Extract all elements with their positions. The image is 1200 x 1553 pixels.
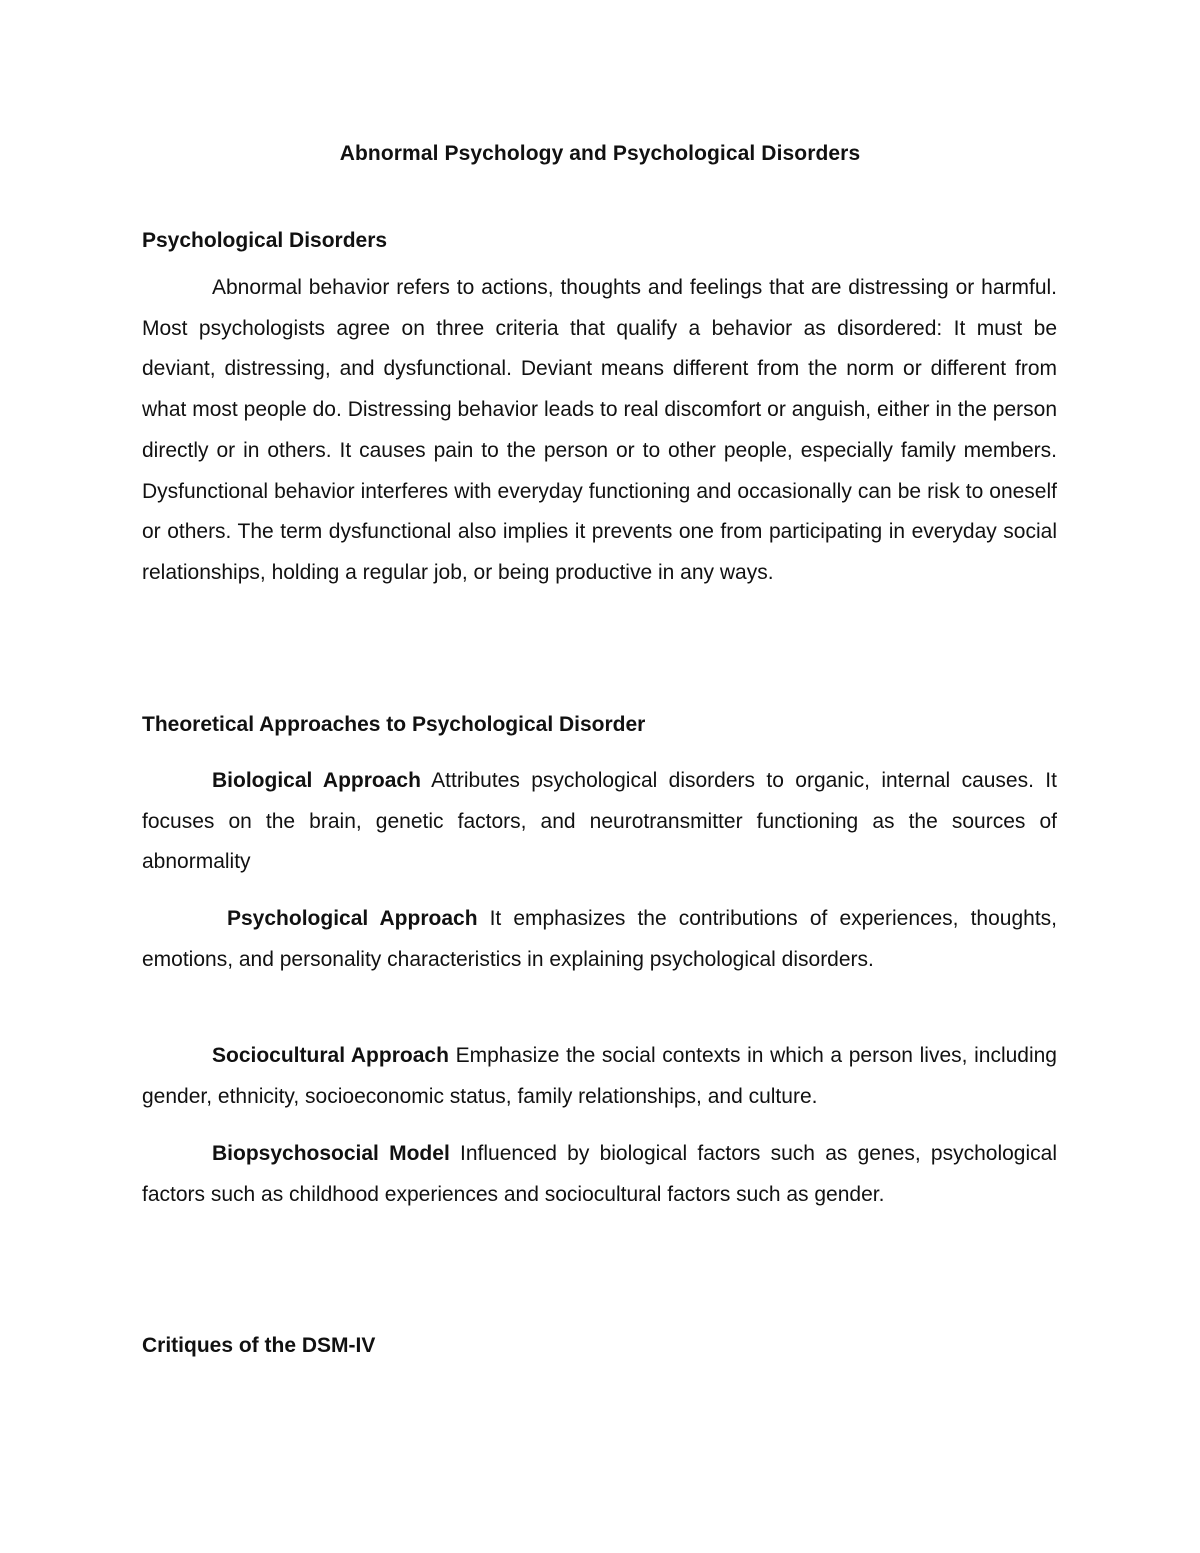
section-heading-theoretical-approaches: Theoretical Approaches to Psychological Disorder (142, 713, 646, 736)
paragraph-sociocultural-approach (142, 1036, 1057, 1117)
term-sociocultural-approach: Sociocultural Approach (212, 1044, 449, 1067)
paragraph-abnormal-behavior: Abnormal behavior refers to actions, thoughts and feelings that are distressing or harmful. Most psychologists agree on three criteria that qualify a behavior as disordered: It must be deviant, distressing, and dysfunctional. Deviant means different from the norm or different from what most people do. Distressing behavior leads to real discomfort or anguish, either in the person directly or in others. It causes pain to the person or to other people, especially family members. Dysfunctional behavior interferes with everyday functioning and occasionally can be risk to oneself or others. The term dysfunctional also implies it prevents one from participating in everyday social relationships, holding a regular job, or being productive in any ways. (142, 276, 1057, 584)
term-psychological-approach: Psychological Approach (227, 907, 478, 930)
section-heading-psychological-disorders: Psychological Disorders (142, 229, 388, 252)
term-biopsychosocial-model: Biopsychosocial Model (212, 1142, 450, 1165)
document-title: Abnormal Psychology and Psychological Disorders (339, 142, 861, 165)
paragraph-psychological-approach (142, 899, 1057, 980)
text-biopsychosocial-model: Influenced by biological factors such as genes, psychological factors such as childhood experiences and sociocultural factors such as gender. (142, 1142, 1057, 1206)
term-biological-approach: Biological Approach (212, 769, 421, 792)
section-heading-critiques-dsm: Critiques of the DSM-IV (142, 1334, 376, 1357)
text-sociocultural-approach: Emphasize the social contexts in which a person lives, including gender, ethnicity, socioeconomic status, family relationships, and culture. (142, 1044, 1057, 1108)
text-biological-approach: Attributes psychological disorders to organic, internal causes. It focuses on the brain, genetic factors, and neurotransmitter functioning as the sources of abnormality (142, 769, 1057, 874)
paragraph-biological-approach (142, 761, 1057, 883)
text-psychological-approach: It emphasizes the contributions of experiences, thoughts, emotions, and personality characteristics in explaining psychological disorders. (142, 907, 1057, 971)
paragraph-biopsychosocial-model (142, 1134, 1057, 1215)
